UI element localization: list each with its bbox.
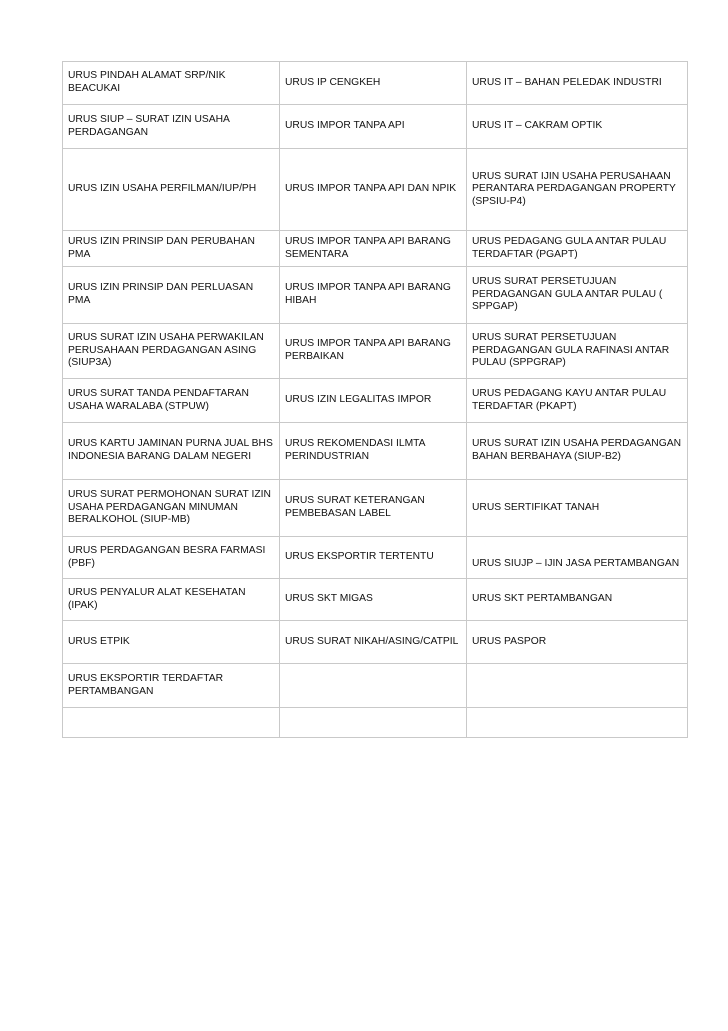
table-cell: URUS PASPOR [467, 621, 688, 664]
table-cell: URUS KARTU JAMINAN PURNA JUAL BHS INDONESIA BARANG DALAM NEGERI [63, 423, 280, 480]
table-row [63, 579, 688, 621]
table-cell: URUS IMPOR TANPA API [280, 105, 467, 149]
table-cell [280, 664, 467, 708]
table-cell: URUS SURAT NIKAH/ASING/CATPIL [280, 621, 467, 664]
table-row [63, 621, 688, 664]
table-cell: URUS SURAT KETERANGAN PEMBEBASAN LABEL [280, 480, 467, 537]
table-cell: URUS PINDAH ALAMAT SRP/NIK BEACUKAI [63, 62, 280, 105]
table-row [63, 62, 688, 105]
table-row [63, 708, 688, 738]
table-row [63, 537, 688, 579]
table-cell: URUS IMPOR TANPA API BARANG HIBAH [280, 267, 467, 324]
table-cell: URUS SURAT PERSETUJUAN PERDAGANGAN GULA ANTAR PULAU ( SPPGAP) [467, 267, 688, 324]
table-row [63, 379, 688, 423]
table-cell [280, 708, 467, 738]
table-cell [467, 708, 688, 738]
table-cell: URUS IMPOR TANPA API BARANG PERBAIKAN [280, 324, 467, 379]
table-row [63, 267, 688, 324]
table-cell: URUS IP CENGKEH [280, 62, 467, 105]
table-cell: URUS EKSPORTIR TERTENTU [280, 537, 467, 579]
table-cell: URUS SURAT IZIN USAHA PERDAGANGAN BAHAN BERBAHAYA (SIUP-B2) [467, 423, 688, 480]
table-cell: URUS IT – BAHAN PELEDAK INDUSTRI [467, 62, 688, 105]
table-cell: URUS SIUP – SURAT IZIN USAHA PERDAGANGAN [63, 105, 280, 149]
table-cell: URUS IMPOR TANPA API BARANG SEMENTARA [280, 231, 467, 267]
table-cell [63, 708, 280, 738]
table-cell: URUS SKT MIGAS [280, 579, 467, 621]
table-cell: URUS IT – CAKRAM OPTIK [467, 105, 688, 149]
table-cell: URUS PEDAGANG KAYU ANTAR PULAU TERDAFTAR (PKAPT) [467, 379, 688, 423]
table-cell: URUS ETPIK [63, 621, 280, 664]
table-row [63, 231, 688, 267]
table-cell: URUS PENYALUR ALAT KESEHATAN (IPAK) [63, 579, 280, 621]
table-cell: URUS SIUJP – IJIN JASA PERTAMBANGAN [467, 537, 688, 579]
table-cell: URUS IZIN PRINSIP DAN PERUBAHAN PMA [63, 231, 280, 267]
table-cell: URUS IZIN LEGALITAS IMPOR [280, 379, 467, 423]
table-row [63, 105, 688, 149]
table-cell: URUS IZIN PRINSIP DAN PERLUASAN PMA [63, 267, 280, 324]
table-row [63, 324, 688, 379]
table-cell: URUS IMPOR TANPA API DAN NPIK [280, 149, 467, 231]
services-table [62, 61, 688, 738]
table-cell: URUS EKSPORTIR TERDAFTAR PERTAMBANGAN [63, 664, 280, 708]
table-cell: URUS IZIN USAHA PERFILMAN/IUP/PH [63, 149, 280, 231]
table-row [63, 664, 688, 708]
table-row [63, 423, 688, 480]
table-cell [467, 664, 688, 708]
table-cell: URUS SKT PERTAMBANGAN [467, 579, 688, 621]
table-cell: URUS SURAT TANDA PENDAFTARAN USAHA WARALABA (STPUW) [63, 379, 280, 423]
table-cell: URUS PERDAGANGAN BESRA FARMASI (PBF) [63, 537, 280, 579]
table-cell: URUS SERTIFIKAT TANAH [467, 480, 688, 537]
table-cell: URUS SURAT PERMOHONAN SURAT IZIN USAHA PERDAGANGAN MINUMAN BERALKOHOL (SIUP-MB) [63, 480, 280, 537]
table-row [63, 149, 688, 231]
table-cell: URUS REKOMENDASI ILMTA PERINDUSTRIAN [280, 423, 467, 480]
table-cell: URUS SURAT IZIN USAHA PERWAKILAN PERUSAHAAN PERDAGANGAN ASING (SIUP3A) [63, 324, 280, 379]
table-cell: URUS PEDAGANG GULA ANTAR PULAU TERDAFTAR (PGAPT) [467, 231, 688, 267]
table-cell: URUS SURAT PERSETUJUAN PERDAGANGAN GULA RAFINASI ANTAR PULAU (SPPGRAP) [467, 324, 688, 379]
table-cell: URUS SURAT IJIN USAHA PERUSAHAAN PERANTARA PERDAGANGAN PROPERTY (SPSIU-P4) [467, 149, 688, 231]
table-row [63, 480, 688, 537]
